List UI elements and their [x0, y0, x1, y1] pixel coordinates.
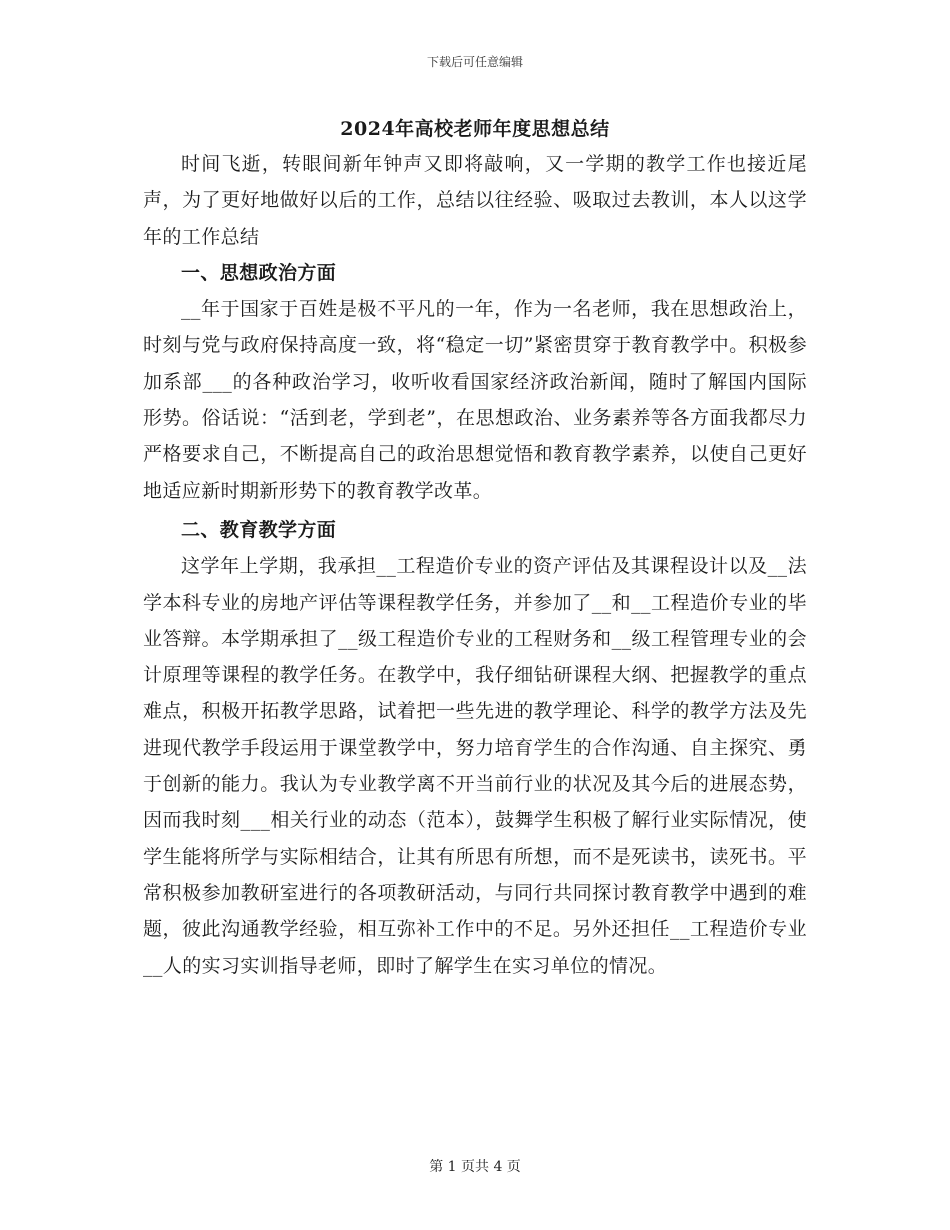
- section-heading-politics: 一、思想政治方面: [181, 261, 337, 284]
- document-title: 2024年高校老师年度思想总结: [340, 118, 610, 140]
- section-paragraph-politics: __年于国家于百姓是极不平凡的一年，作为一名老师，我在思想政治上，时刻与党与政府保持高度一致，将“稳定一切”紧密贯穿于教育教学中。积极参加系部___的各种政治学习，收听收看国家经济政治新闻，随时了解国内国际形势。俗话说：“活到老，学到老”，在思想政治、业务素养等各方面我都尽力严格要求自己，不断提高自己的政治思想觉悟和教育教学素养，以使自己更好地适应新时期新形势下的教育教学改革。: [143, 298, 807, 502]
- section-heading-teaching: 二、教育教学方面: [181, 518, 337, 541]
- document-body: [143, 146, 807, 984]
- intro-paragraph: 时间飞逝，转眼间新年钟声又即将敲响，又一学期的教学工作也接近尾声，为了更好地做好以后的工作，总结以往经验、吸取过去教训，本人以这学年的工作总结: [143, 153, 807, 248]
- page-header-note: 下载后可任意编辑: [426, 55, 523, 69]
- page-number-footer: 第 1 页共 4 页: [429, 1159, 521, 1175]
- section-paragraph-teaching: 这学年上学期，我承担__工程造价专业的资产评估及其课程设计以及__法学本科专业的房地产评估等课程教学任务，并参加了__和__工程造价专业的毕业答辩。本学期承担了__级工程造价专业的工程财务和__级工程管理专业的会计原理等课程的教学任务。在教学中，我仔细钻研课程大纲、把握教学的重点难点，积极开拓教学思路，试着把一些先进的教学理论、科学的教学方法及先进现代教学手段运用于课堂教学中，努力培育学生的合作沟通、自主探究、勇于创新的能力。我认为专业教学离不开当前行业的状况及其今后的进展态势，因而我时刻___相关行业的动态（范本），鼓舞学生积极了解行业实际情况，使学生能将所学与实际相结合，让其有所思有所想，而不是死读书，读死书。平常积极参加教研室进行的各项教研活动，与同行共同探讨教育教学中遇到的难题，彼此沟通教学经验，相互弥补工作中的不足。另外还担任__工程造价专业__人的实习实训指导老师，即时了解学生在实习单位的情况。: [143, 555, 807, 977]
